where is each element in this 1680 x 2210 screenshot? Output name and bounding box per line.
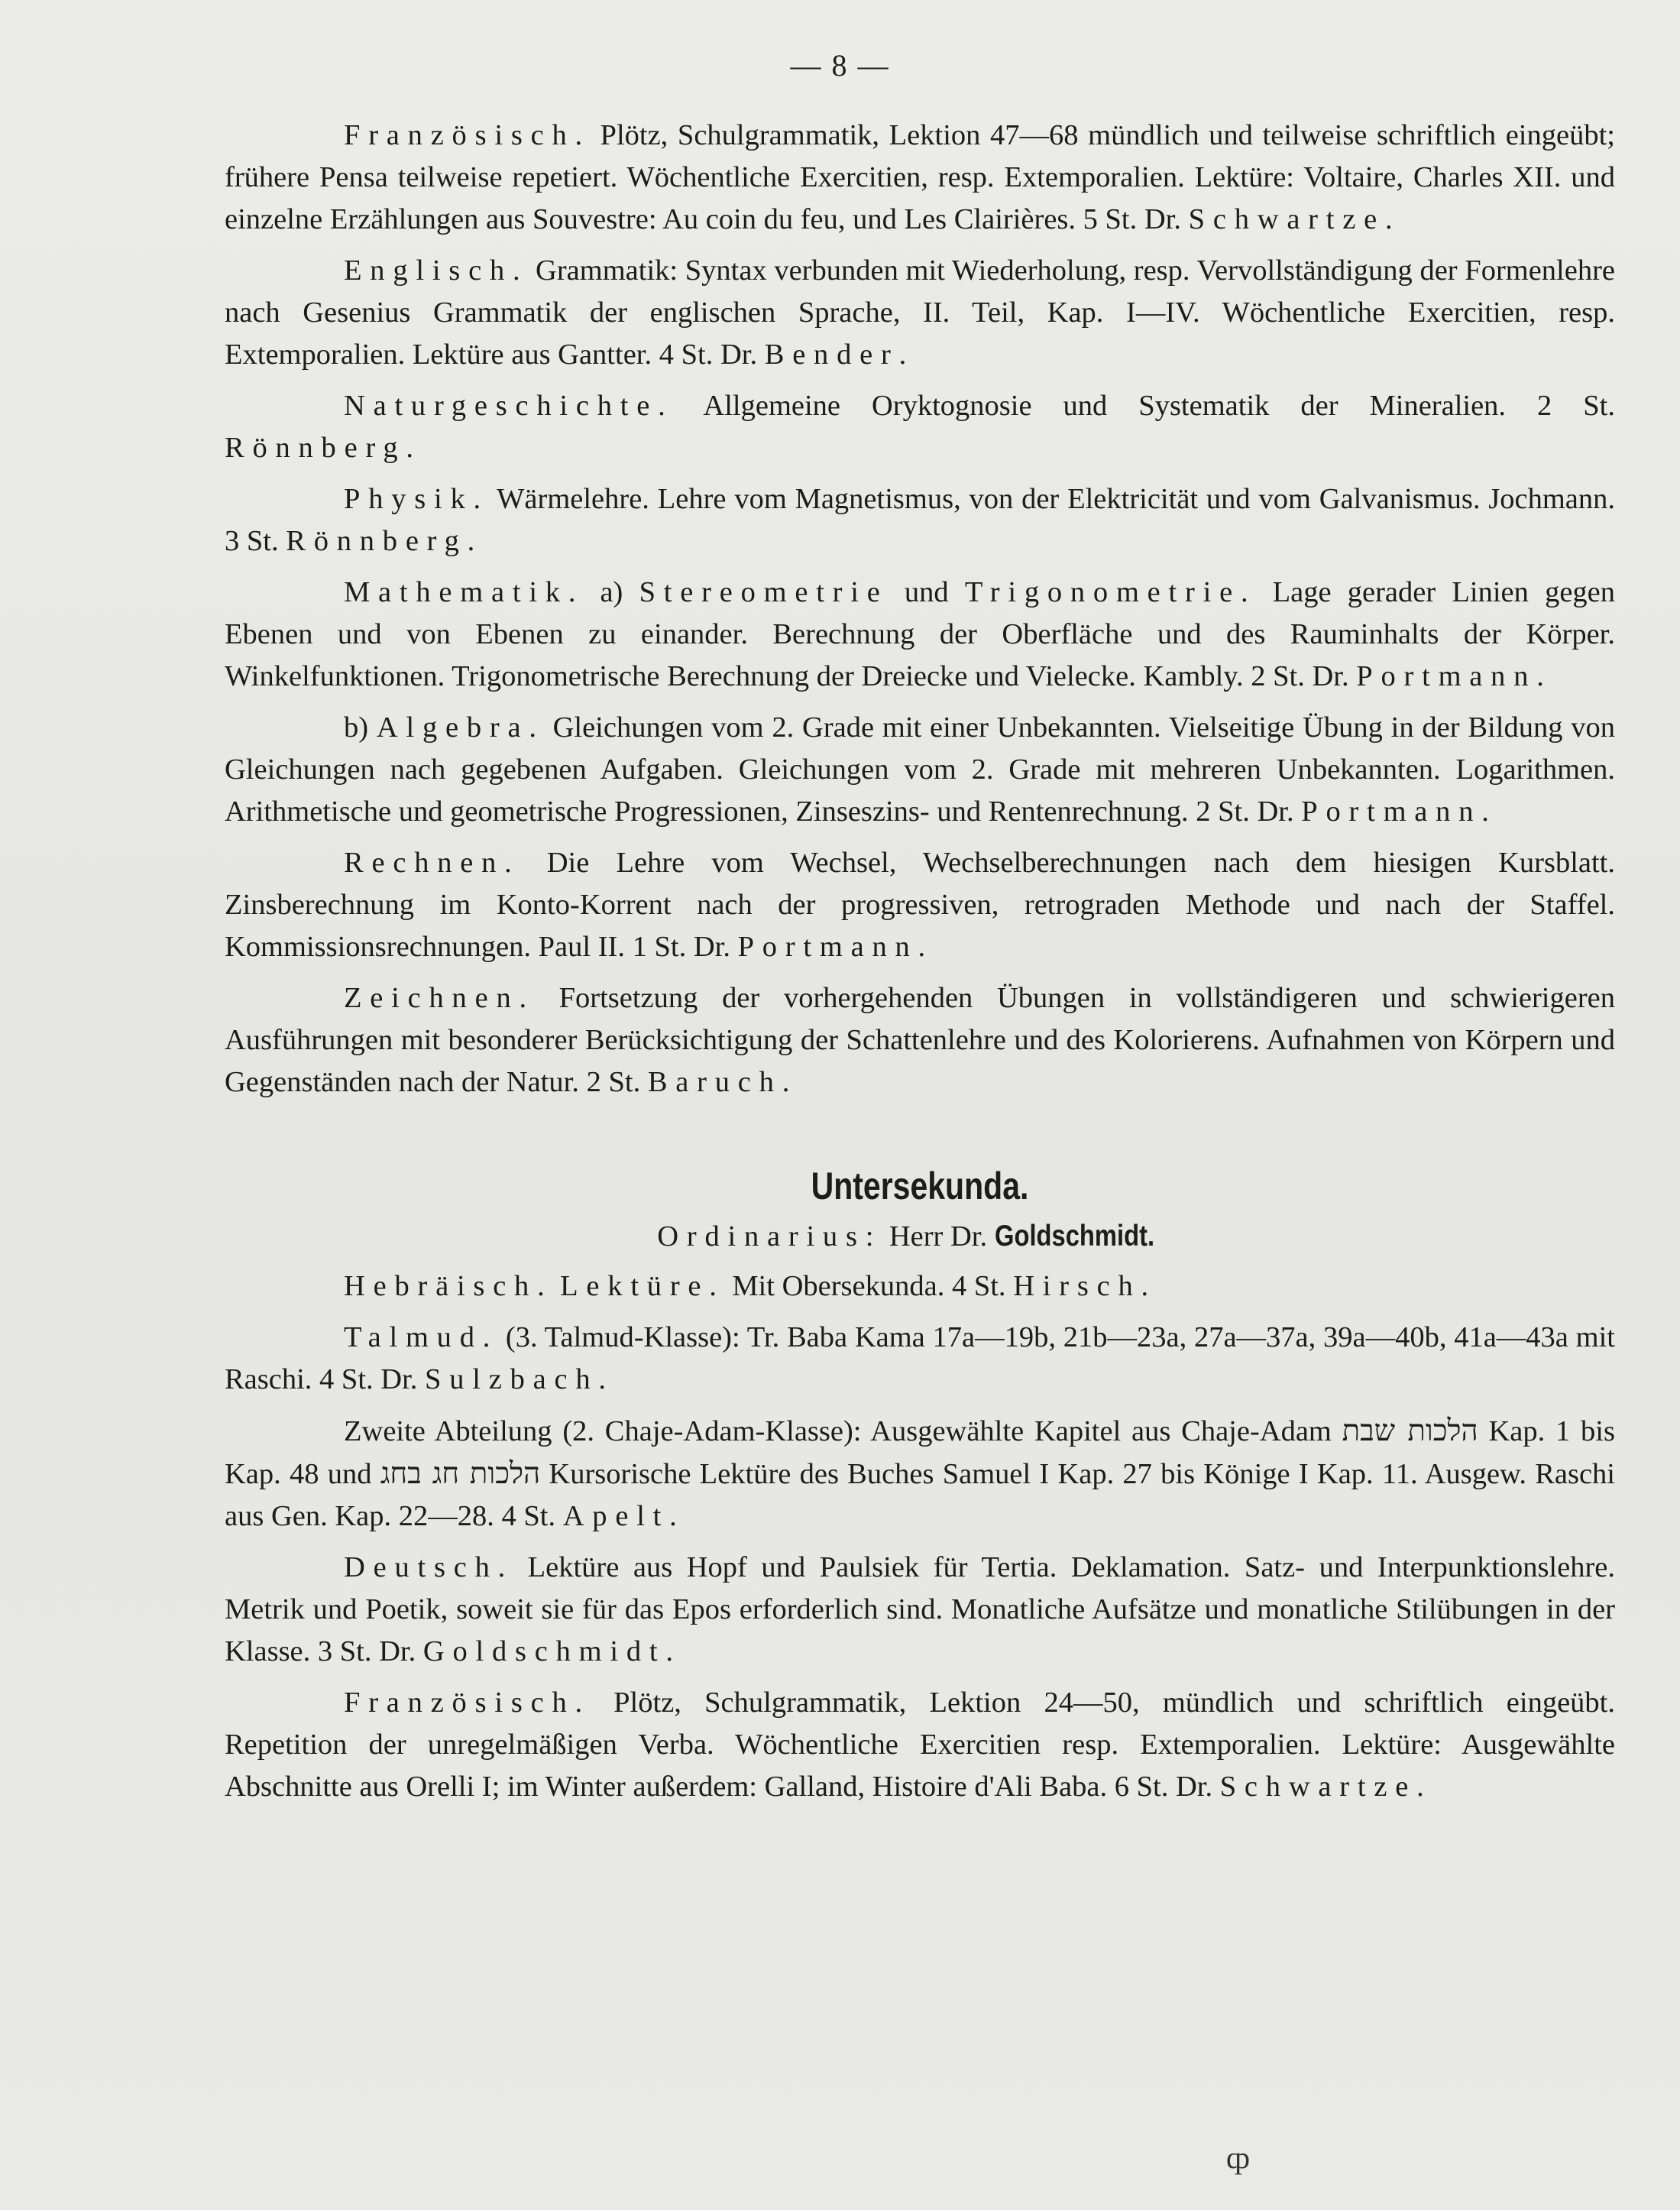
body-text xyxy=(225,115,1615,1817)
teacher-name: Portmann xyxy=(1301,796,1482,828)
paragraph-rechnen: Rechnen. Die Lehre vom Wechsel, Wechselberechnungen nach dem hiesigen Kursblatt. Zinsberechnung im Konto-Korrent nach der progressiven, retrograden Methode und nach der Staffel. Kommissionsrechnungen. Paul II. 1 St. Dr. Portmann. xyxy=(225,847,1615,963)
subsubject-label: Trigonometrie. xyxy=(964,576,1257,608)
subject-label: Deutsch. xyxy=(344,1551,514,1583)
subject-label: Hebräisch. xyxy=(344,1270,553,1302)
teacher-name: Rönnberg xyxy=(286,525,468,557)
subject-label: Zeichnen. xyxy=(344,982,535,1014)
teacher-name: Apelt xyxy=(562,1500,670,1532)
teacher-name: Portmann xyxy=(1356,660,1537,692)
ink-mark: ȹ xyxy=(1226,2140,1250,2175)
paragraph-talmud: Talmud. (3. Talmud-Klasse): Tr. Baba Kama 17a—19b, 21b—23a, 27a—37a, 39a—40b, 41a—43a mit Raschi. 4 St. Dr. Sulzbach. xyxy=(225,1321,1615,1395)
teacher-name: Schwartze xyxy=(1219,1771,1417,1803)
ordinarius-name: Goldschmidt. xyxy=(994,1220,1154,1252)
subject-label: Naturgeschichte. xyxy=(344,390,674,422)
teacher-name: Sulzbach xyxy=(425,1363,599,1395)
subject-label: Französisch. xyxy=(344,119,591,151)
teacher-name: Goldschmidt xyxy=(422,1635,666,1667)
hebrew-title: הלכות חג בחג xyxy=(380,1457,541,1491)
paragraph-hebraeisch: Hebräisch. Lektüre. Mit Obersekunda. 4 St. Hirsch. xyxy=(344,1270,1149,1302)
paragraph-physik: Physik. Wärmelehre. Lehre vom Magnetismus, von der Elektricität und vom Galvanismus. Jochmann. 3 St. Rönnberg. xyxy=(225,483,1615,557)
subject-label: Mathematik. xyxy=(344,576,584,608)
ordinarius-label: Ordinarius: xyxy=(657,1220,882,1252)
paragraph-englisch: Englisch. Grammatik: Syntax verbunden mit Wiederholung, resp. Vervollständigung der Formenlehre nach Gesenius Grammatik der englischen Sprache, II. Teil, Kap. I—IV. Wöchentliche Exercitien, resp. Extemporalien. Lektüre aus Gantter. 4 St. Dr. Bender. xyxy=(225,254,1615,371)
paragraph-algebra: b) Algebra. Gleichungen vom 2. Grade mit einer Unbekannten. Vielseitige Übung in der Bildung von Gleichungen nach gegebenen Aufgaben. Gleichungen vom 2. Grade mit mehreren Unbekannten. Logarithmen. Arithmetische und geometrische Progressionen, Zinseszins- und Rentenrechnung. 2 St. Dr. Portmann. xyxy=(225,711,1616,828)
paragraph-zweite-abteilung: Zweite Abteilung (2. Chaje-Adam-Klasse): Ausgewählte Kapitel aus Chaje-Adam הלכות שבת Kap. 1 bis Kap. 48 und הלכות חג בחג Kursorische Lektüre des Buches Samuel I Kap. 27 bis Könige I Kap. 11. Ausgew. Raschi aus Gen. Kap. 22—28. 4 St. Apelt. xyxy=(225,1414,1615,1532)
teacher-name: Bender xyxy=(764,339,899,371)
subject-label: Englisch. xyxy=(344,254,529,287)
teacher-name: Schwartze xyxy=(1188,203,1385,235)
subject-label: Talmud. xyxy=(344,1321,499,1353)
ordinarius-line: Ordinarius: Herr Dr. Goldschmidt. xyxy=(225,1215,1615,1258)
paragraph-franzoesisch-unter: Französisch. Plötz, Schulgrammatik, Lektion 24—50, mündlich und schriftlich eingeübt. Repetition der unregelmäßigen Verba. Wöchentliche Exercitien resp. Extemporalien. Lektüre: Ausgewählte Abschnitte aus Orelli I; im Winter außerdem: Galland, Histoire d'Ali Baba. 6 St. Dr. Schwartze. xyxy=(225,1687,1615,1803)
paragraph-mathematik: Mathematik. a) Stereometrie und Trigonometrie. Lage gerader Linien gegen Ebenen und von Ebenen zu einander. Berechnung der Oberfläche und des Rauminhalts der Körper. Winkelfunktionen. Trigonometrische Berechnung der Dreiecke und Vielecke. Kambly. 2 St. Dr. Portmann. xyxy=(225,576,1615,692)
subject-label: Physik. xyxy=(344,483,489,515)
paragraph-zeichnen: Zeichnen. Fortsetzung der vorhergehenden Übungen in vollständigeren und schwierigeren Ausführungen mit besonderer Berücksichtigung der Schattenlehre und des Kolorierens. Aufnahmen von Körpern und Gegenständen nach der Natur. 2 St. Baruch. xyxy=(225,982,1615,1098)
teacher-name: Baruch xyxy=(647,1066,782,1098)
subsubject-label: Lektüre. xyxy=(560,1270,725,1302)
teacher-name: Hirsch xyxy=(1013,1270,1141,1302)
paragraph-franzoesisch-ober: Französisch. Plötz, Schulgrammatik, Lektion 47—68 mündlich und teilweise schriftlich eingeübt; frühere Pensa teilweise repetiert. Wöchentliche Exercitien, resp. Extemporalien. Lektüre: Voltaire, Charles XII. und einzelne Erzählungen aus Souvestre: Au coin du feu, und Les Clairières. 5 St. Dr. Schwartze. xyxy=(225,119,1615,235)
section-heading: Untersekunda. xyxy=(811,1165,1029,1207)
subject-label: Rechnen. xyxy=(344,847,520,879)
paragraph-deutsch: Deutsch. Lektüre aus Hopf und Paulsiek für Tertia. Deklamation. Satz- und Interpunktionslehre. Metrik und Poetik, soweit sie für das Epos erforderlich sind. Monatliche Aufsätze und monatliche Stilübungen in der Klasse. 3 St. Dr. Goldschmidt. xyxy=(225,1551,1615,1667)
teacher-name: Portmann xyxy=(737,931,918,963)
page-number: — 8 — xyxy=(790,48,890,83)
subsubject-label: Stereometrie xyxy=(639,576,889,608)
subject-label: Algebra. xyxy=(376,711,545,744)
paragraph-naturgeschichte: Naturgeschichte. Allgemeine Oryktognosie und Systematik der Mineralien. 2 St. Rönnberg. xyxy=(225,390,1615,464)
subject-label: Französisch. xyxy=(344,1687,591,1719)
hebrew-title: הלכות שבת xyxy=(1342,1414,1478,1448)
teacher-name: Rönnberg xyxy=(225,432,406,464)
